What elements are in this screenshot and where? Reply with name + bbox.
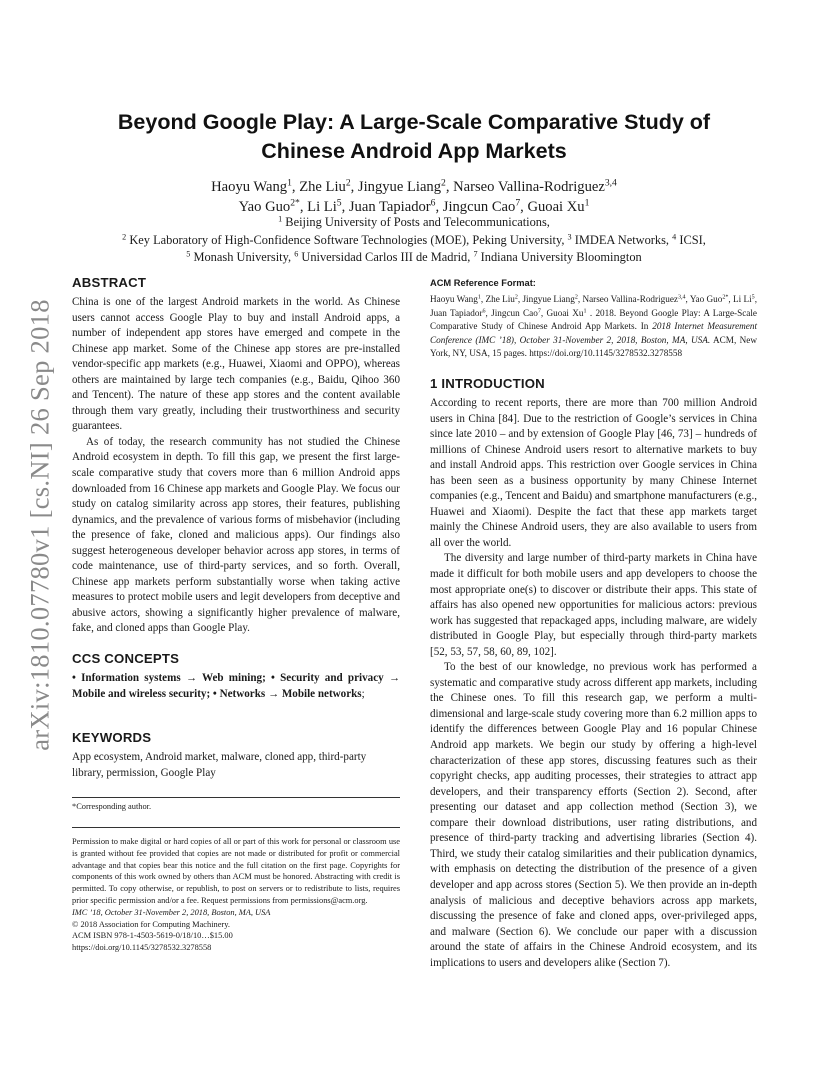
affil-sup: 4 <box>672 232 677 241</box>
author-name: Haoyu Wang <box>211 179 288 195</box>
ref-author: , Juan Tapiador <box>430 294 757 318</box>
ref-sup: 5 <box>751 294 755 301</box>
author-sup: 3,4 <box>604 177 617 189</box>
ccs-section <box>72 650 400 702</box>
author-name: , Li Li <box>299 199 337 215</box>
affil-sup: 2 <box>122 232 127 241</box>
ref-author: , Zhe Liu <box>480 294 515 304</box>
keywords-section <box>72 729 400 781</box>
affil-sup: 5 <box>186 249 191 259</box>
keywords-text: App ecosystem, Android market, malware, cloned app, third-party library, permission, Google Play <box>72 751 367 779</box>
ref-sup: 7 <box>537 308 541 315</box>
permission-block <box>72 836 400 954</box>
ref-author: , Guoai Xu <box>540 307 584 318</box>
abstract-heading: ABSTRACT <box>72 275 147 290</box>
intro-paragraph-2: The diversity and large number of third-party markets in China have made it difficult for both mobile users and app developers to choose the most appropriate one(s) to discover or distribute their apps. This state of affairs has also opened new opportunities for malicious actors: previous work has suggested that repackaged apps, including malware, are widely distributed in Google Play, but especially through third-party markets [52, 53, 57, 58, 60, 89, 102]. <box>430 552 757 658</box>
author-list <box>70 177 758 217</box>
arxiv-stamp-text: arXiv:1810.07780v1 [cs.NI] 26 Sep 2018 <box>24 299 55 751</box>
author-name: Yao Guo <box>238 199 291 215</box>
ref-sup: 1 <box>583 308 587 315</box>
ref-sup: 3,4 <box>677 294 686 301</box>
ref-text: . 2018. Beyond Google Play: A Large-Scale Comparative Study of Chinese Android App Markets. In <box>430 307 758 331</box>
affiliation-line-3 <box>70 249 758 267</box>
ref-sup: 1 <box>477 294 481 301</box>
ref-sup: 2* <box>722 294 729 301</box>
affil-text: ICSI, <box>676 232 706 247</box>
affiliations <box>70 214 758 267</box>
ccs-end: ; <box>361 687 365 700</box>
introduction-heading: 1 INTRODUCTION <box>430 376 545 391</box>
ref-author: , Li Li <box>728 294 752 304</box>
author-sup: 2 <box>441 177 446 189</box>
author-name: , Jingyue Liang <box>350 179 442 195</box>
ref-sup: 6 <box>482 308 486 315</box>
author-sup: 1 <box>584 197 590 209</box>
acm-reference-heading: ACM Reference Format: <box>430 278 536 288</box>
affiliation-line-2 <box>70 232 758 250</box>
doi-line: https://doi.org/10.1145/3278532.3278558 <box>72 943 212 953</box>
permission-text: Permission to make digital or hard copies of all or part of this work for personal or classroom use is granted without fee provided that copies are not made or distributed for profit or commercial advantage and that copies bear this notice and the full citation on the first page. Copyrights for components of this work owned by others than ACM must be honored. Abstracting with credit is permitted. To copy otherwise, or republish, to post on servers or to redistribute to lists, requires prior specific permission and/or a fee. Request permissions from permissions@acm.org. <box>72 837 400 905</box>
affil-text: Monash University, <box>190 250 295 264</box>
author-sup: 7 <box>515 197 521 209</box>
ccs-concept: ; • Networks → Mobile networks <box>206 687 362 700</box>
author-name: , Zhe Liu <box>291 179 346 195</box>
author-sup: 6 <box>430 197 436 209</box>
title-line-1: Beyond Google Play: A Large-Scale Comparative Study of <box>117 110 711 134</box>
ref-author: , Jingcun Cao <box>485 307 538 318</box>
ccs-heading: CCS CONCEPTS <box>72 651 180 666</box>
abstract-section <box>72 274 400 637</box>
footnote-rule <box>72 797 400 798</box>
affil-text: Key Laboratory of High-Confidence Software Technologies (MOE), Peking University, <box>126 232 568 247</box>
ref-author: , Narseo Vallina-Rodriguez <box>577 294 678 304</box>
ref-venue: 2018 Internet Measurement Conference (IMC ’18), October 31-November 2, 2018, Boston, MA, USA. <box>430 321 758 345</box>
author-name: , Guoai Xu <box>520 199 585 215</box>
ccs-concepts <box>72 671 400 702</box>
author-name: , Jingcun Cao <box>435 199 516 215</box>
permission-rule <box>72 827 400 828</box>
author-line-1 <box>70 177 758 197</box>
copyright-line: © 2018 Association for Computing Machinery. <box>72 919 230 929</box>
affil-sup: 1 <box>278 214 283 224</box>
ref-author: , Yao Guo <box>685 294 723 304</box>
paper-title <box>60 108 768 166</box>
author-name: , Juan Tapiador <box>341 199 431 215</box>
intro-paragraph-1: According to recent reports, there are more than 700 million Android users in China [84]. Due to the restriction of Google’s services in China since late 2010 – and by extension of Google Play [46, 73] – hundreds of millions of Chinese Android users resort to alternative markets to buy and install Android apps. This restriction over Google services in China has been seen as a business opportunity by many Chinese Internet companies (e.g., Tencent and Baidu) and smartphone manufacturers (e.g., Huawei and Xiaomi). Despite the fact that these app markets target mainly the Chinese Android users, they are also available to users from all over the world. <box>430 397 757 549</box>
affiliation-line-1 <box>70 214 758 232</box>
acm-reference-body <box>430 293 757 361</box>
ref-sup: 2 <box>574 294 578 301</box>
acm-reference <box>430 277 757 361</box>
affil-text: IMDEA Networks, <box>571 232 673 247</box>
ccs-concept: ; • Security and privacy → Mobile and wireless security <box>72 672 400 700</box>
affil-sup: 6 <box>294 249 299 259</box>
abstract-paragraph-2: As of today, the research community has not studied the Chinese Android ecosystem in depth. To fill this gap, we present the first large-scale comparative study that covers more than 6 million Android apps downloaded from 16 Chinese app markets and Google Play. We focus our study on catalog similarity across app stores, their features, publishing dynamics, and the prevalence of various forms of misbehavior (including the presence of fake, cloned and malicious apps). Our findings also suggest heterogeneous developer behavior across app stores, in terms of code maintenance, use of third-party services, and so forth. Overall, Chinese app markets perform substantially worse when taking active measures to protect mobile users and legit developers from deceptive and abusive actors, showing a significantly higher prevalence of malware, fake, and cloned apps than Google Play. <box>72 435 400 635</box>
author-sup: 5 <box>336 197 342 209</box>
ref-author: , Jingyue Liang <box>517 294 575 304</box>
keywords-heading: KEYWORDS <box>72 730 152 745</box>
isbn-line: ACM ISBN 978-1-4503-5619-0/18/10…$15.00 <box>72 931 233 941</box>
author-name: , Narseo Vallina-Rodriguez <box>445 179 605 195</box>
affil-text: Beijing University of Posts and Telecommunications, <box>282 215 550 229</box>
arxiv-stamp <box>18 293 62 758</box>
author-sup: 2* <box>290 197 300 209</box>
affil-sup: 7 <box>473 249 478 259</box>
ref-text: ACM, New York, NY, USA, 15 pages. https://doi.org/10.1145/3278532.3278558 <box>430 334 757 358</box>
introduction-section <box>430 375 757 971</box>
conference-line: IMC ’18, October 31-November 2, 2018, Boston, MA, USA <box>72 907 271 917</box>
ccs-concept: • Information systems → Web mining <box>72 672 263 684</box>
affil-sup: 3 <box>567 232 572 241</box>
author-sup: 2 <box>345 177 351 189</box>
author-sup: 1 <box>287 177 292 189</box>
corresponding-note: *Corresponding author. <box>72 802 152 811</box>
ref-sup: 2 <box>514 294 518 301</box>
ref-author: Haoyu Wang <box>430 294 478 304</box>
title-line-2: Chinese Android App Markets <box>261 139 567 163</box>
affil-text: Universidad Carlos III de Madrid, <box>298 250 474 264</box>
intro-paragraph-3: To the best of our knowledge, no previous work has performed a systematic and comparative study across different app markets, including the Chinese ones. To fill this research gap, we perform a multi-dimensional and large-scale study covering more than 6.2 million apps to identify the differences between Google Play and 16 popular Chinese Android app markets. We begin our study by offering a high-level characterization of these app stores, discussing features such as their copyright checks, app auditing processes, their strategies to attract app developers, and their transparency efforts (Section 2). Second, after presenting our dataset and app collection method (Section 3), we compare their download distributions, user rating distributions, and presence of third-party tracking and advertising libraries (Section 4). Third, we study their catalog similarities and their publication dynamics, with emphasis on detecting the distribution of the presence of a given developer and app across stores (Section 5). We then provide an in-depth analysis of malicious and deceptive behaviors across app markets, discussing the presence of fake and cloned apps, over-privileged apps, and malware (Section 6). We conclude our paper with a discussion around the state of affairs in the Chinese Android ecosystem, and its implications to users and developers alike (Section 7). <box>430 661 757 969</box>
abstract-paragraph-1: China is one of the largest Android markets in the world. As Chinese users cannot access Google Play to buy and install Android apps, a number of independent app stores have emerged and compete in the Chinese app market. Some of the Chinese app stores are pre-installed vendor-specific app markets (e.g., Huawei, Xiaomi and OPPO), whereas others are maintained by large tech companies (e.g., Baidu, Qihoo 360 and Tencent). The nature of these app stores and the content available through them vary greatly, including their trustworthiness and security guarantees. <box>72 296 400 433</box>
affil-text: Indiana University Bloomington <box>477 250 642 264</box>
